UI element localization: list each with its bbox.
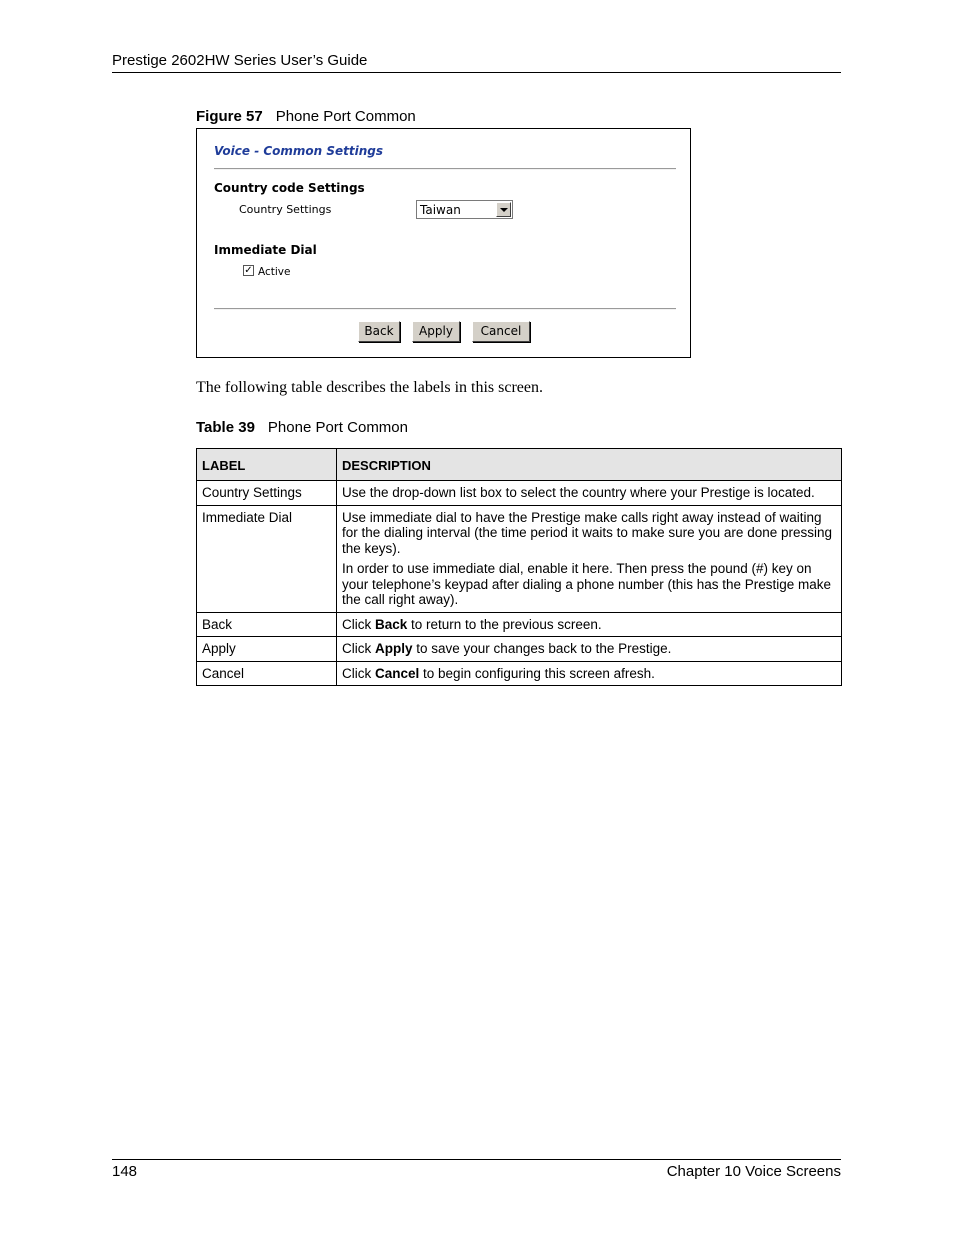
figure-title: Phone Port Common bbox=[275, 108, 416, 125]
description-text: In order to use immediate dial, enable it here. Then press the pound (#) key on your telephone’s keypad after dialing a phone number (this has the Prestige make the call right away). bbox=[342, 561, 832, 607]
table-row bbox=[197, 481, 842, 506]
row-label: Country Settings bbox=[197, 481, 337, 506]
description-text: Use the drop-down list box to select the country where your Prestige is located. bbox=[342, 485, 815, 500]
country-settings-select[interactable] bbox=[416, 200, 513, 219]
row-label: Immediate Dial bbox=[197, 505, 337, 612]
header-description: DESCRIPTION bbox=[337, 449, 842, 481]
label-description-table bbox=[196, 448, 842, 686]
description-bold: Cancel bbox=[375, 665, 420, 681]
page-footer bbox=[112, 1159, 841, 1180]
cancel-button[interactable]: Cancel bbox=[472, 321, 530, 342]
description-bold: Back bbox=[375, 616, 408, 632]
table-number: Table 39 bbox=[196, 419, 255, 436]
table-row bbox=[197, 612, 842, 637]
active-checkbox[interactable] bbox=[243, 265, 254, 276]
country-code-section-title: Country code Settings bbox=[214, 181, 365, 195]
figure-number: Figure 57 bbox=[196, 108, 263, 125]
figure-caption bbox=[196, 108, 416, 125]
page-number: 148 bbox=[112, 1163, 138, 1180]
description-text: Click bbox=[342, 665, 375, 681]
immediate-dial-section-title: Immediate Dial bbox=[214, 243, 317, 257]
row-label: Back bbox=[197, 612, 337, 637]
title-divider bbox=[214, 168, 676, 170]
row-label: Apply bbox=[197, 637, 337, 662]
header-label: LABEL bbox=[197, 449, 337, 481]
buttons-divider bbox=[214, 308, 676, 310]
table-caption bbox=[196, 419, 408, 436]
intro-paragraph: The following table describes the labels in this screen. bbox=[196, 379, 544, 396]
row-description bbox=[337, 661, 842, 686]
table-row bbox=[197, 637, 842, 662]
screen-title: Voice - Common Settings bbox=[214, 144, 384, 158]
description-text: Click bbox=[342, 616, 375, 632]
header-title: Prestige 2602HW Series User’s Guide bbox=[112, 52, 368, 69]
description-text: Click bbox=[342, 641, 375, 656]
table-row bbox=[197, 505, 842, 612]
row-label: Cancel bbox=[197, 661, 337, 686]
voice-common-settings-screenshot bbox=[196, 128, 691, 358]
chapter-title: Chapter 10 Voice Screens bbox=[666, 1163, 841, 1180]
row-description bbox=[337, 612, 842, 637]
check-icon: ✓ bbox=[244, 265, 253, 276]
country-settings-label: Country Settings bbox=[239, 203, 332, 216]
row-description bbox=[337, 481, 842, 506]
table-title: Phone Port Common bbox=[267, 419, 408, 436]
page-header bbox=[112, 52, 841, 73]
apply-button[interactable]: Apply bbox=[412, 321, 460, 342]
row-description bbox=[337, 637, 842, 662]
description-bold: Apply bbox=[375, 641, 413, 656]
description-text: Use immediate dial to have the Prestige make calls right away instead of waiting for the dialing interval (the time period it waits to make sure you are done pressing the keys). bbox=[342, 509, 833, 556]
active-label: Active bbox=[258, 266, 291, 278]
country-settings-value: Taiwan bbox=[420, 203, 461, 217]
chevron-down-icon[interactable] bbox=[496, 202, 511, 217]
back-button[interactable]: Back bbox=[358, 321, 400, 342]
description-text: to return to the previous screen. bbox=[407, 616, 602, 632]
table-row bbox=[197, 661, 842, 686]
row-description bbox=[337, 505, 842, 612]
description-text: to save your changes back to the Prestige. bbox=[412, 641, 672, 656]
table-header-row bbox=[197, 449, 842, 481]
description-text: to begin configuring this screen afresh. bbox=[419, 665, 655, 681]
